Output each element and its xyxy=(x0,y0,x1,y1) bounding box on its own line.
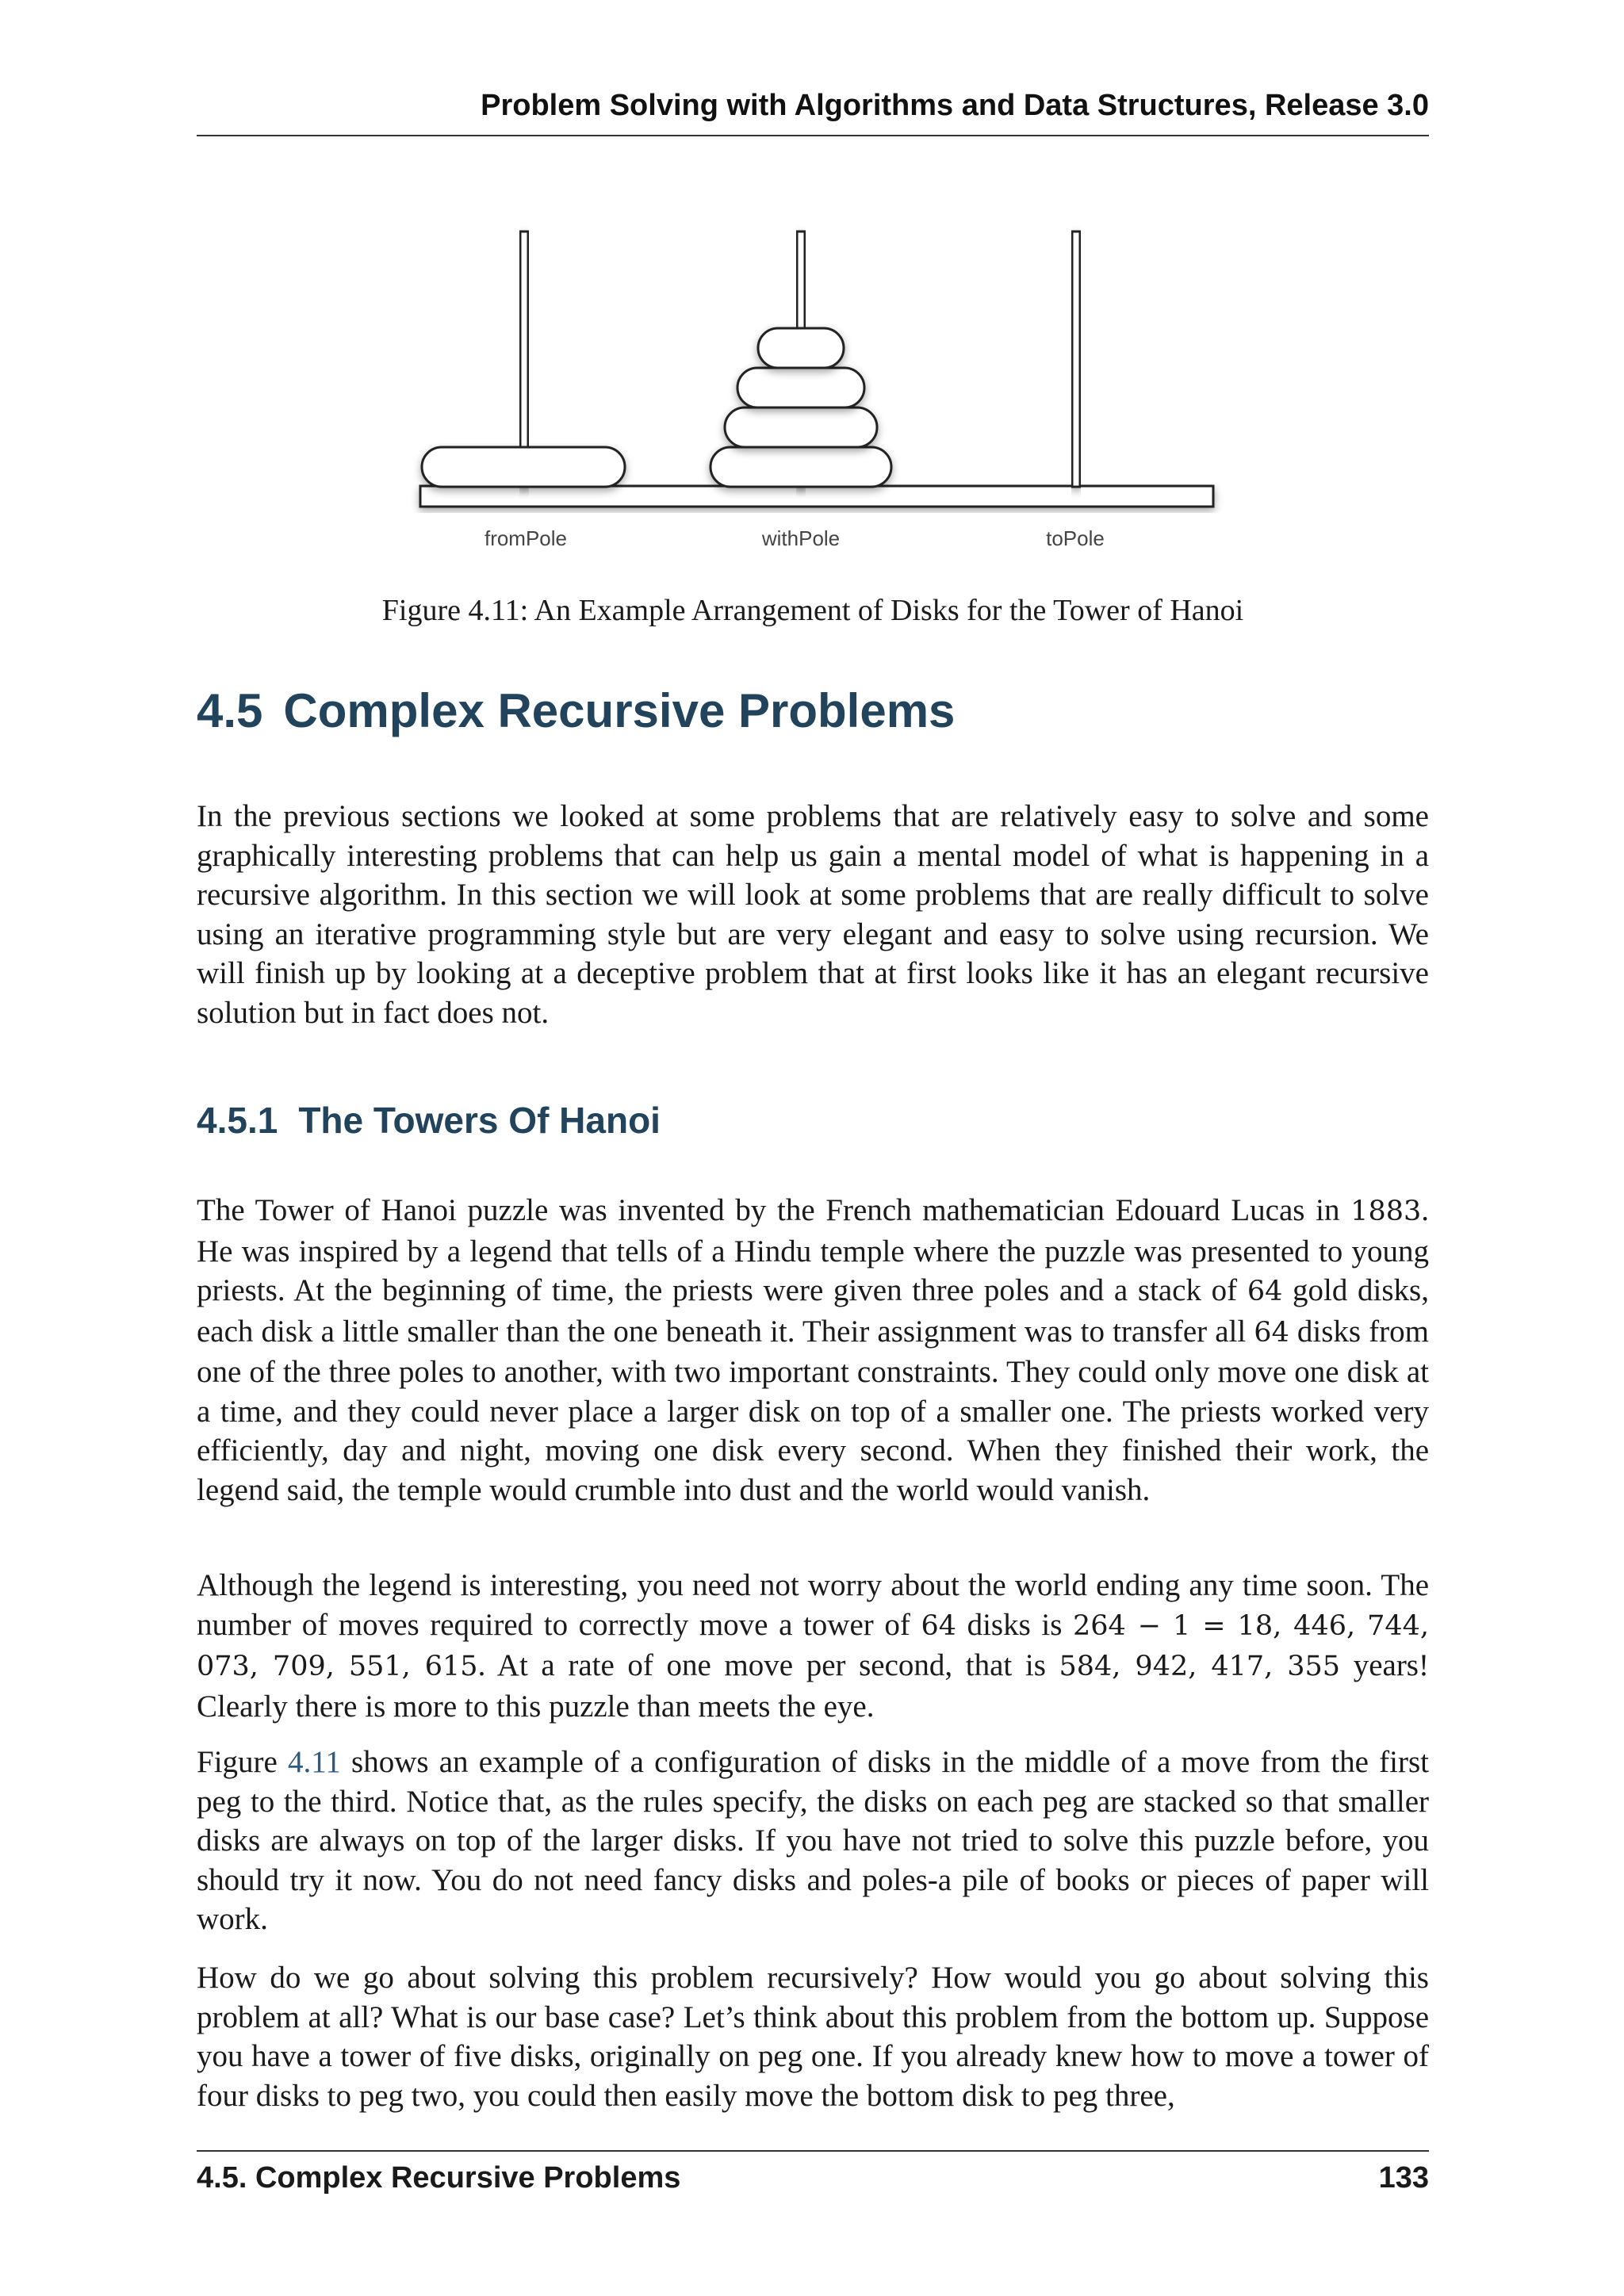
disk xyxy=(725,408,877,447)
section-number: 4.5 xyxy=(197,684,263,737)
disk xyxy=(710,447,891,487)
text-run: shows an example of a configuration of disks in the middle of a move from the first peg to the third. Notice that, as the rules specify, the disks on each peg are stacked so that smaller disks are always on top of the larger disks. If you have not tried to solve this puzzle before, you should try it now. You do not need fancy disks and poles-a pile of books or pieces of paper will work. xyxy=(197,1745,1429,1936)
figure-caption: Figure 4.11: An Example Arrangement of Disks for the Tower of Hanoi xyxy=(381,594,1244,627)
disk xyxy=(737,368,864,408)
text-run: years! Clearly there is more to this puzzle than meets the eye. xyxy=(197,1648,1429,1724)
figure-reference-paragraph xyxy=(197,1743,1429,1939)
subsection-number: 4.5.1 xyxy=(197,1100,278,1141)
text-run: gold disks, each disk a little smaller than the one beneath it. Their assignment was to transfer all xyxy=(197,1273,1429,1349)
book-title: Problem Solving with Algorithms and Data Structures, Release 3.0 xyxy=(481,89,1429,122)
math-years: 584, 942, 417, 355 xyxy=(1059,1651,1341,1682)
text-run: disks is xyxy=(956,1607,1073,1642)
tower-of-hanoi-figure xyxy=(404,214,1245,563)
running-footer xyxy=(197,2150,1429,2207)
text-run: The Tower of Hanoi puzzle was invented by the French mathematician Edouard Lucas in xyxy=(197,1193,1351,1227)
text-run: . At a rate of one move per second, that is xyxy=(477,1648,1059,1682)
moves-paragraph xyxy=(197,1566,1429,1726)
figure-link[interactable]: 4.11 xyxy=(288,1745,341,1779)
legend-paragraph xyxy=(197,1191,1429,1510)
math-disk-count: 64 xyxy=(921,1609,956,1642)
hanoi-diagram xyxy=(404,214,1245,563)
math-disk-count: 64 xyxy=(1247,1276,1283,1307)
text-run: disks from one of the three poles to another, with two important constraints. They could only move one disk at a time, and they could never place a larger disk on top of a smaller one. The priests worked very efficiently, day and night, moving one disk every second. When they finished their work, the legend said, the temple would crumble into dust and the world would vanish. xyxy=(197,1314,1429,1507)
pole-to xyxy=(1072,232,1080,487)
label-with-pole: withPole xyxy=(761,526,841,550)
subsection-heading xyxy=(197,1099,661,1142)
disk xyxy=(422,447,625,487)
hanoi-base xyxy=(420,486,1213,507)
page-number: 133 xyxy=(1378,2161,1429,2195)
math-disk-count: 64 xyxy=(1254,1316,1289,1349)
section-title: Complex Recursive Problems xyxy=(283,684,956,737)
recursion-paragraph: How do we go about solving this problem recursively? How would you go about solving this problem at all? What is our base case? Let’s think about this problem from the bottom up. Suppose you have a tower of five disks, originally on peg one. If you already knew how to move a tower of four disks to peg two, you could then easily move the bottom disk to peg three, xyxy=(197,1961,1429,2113)
math-move-count: 264 − 1 = 18, 446, 744, 073, 709, 551, 615 xyxy=(197,1609,1430,1682)
math-year: 1883 xyxy=(1350,1196,1422,1227)
text-run: . He was inspired by a legend that tells of a Hindu temple where the puzzle was presented to young priests. At the beginning of time, the priests were given three poles and a stack of xyxy=(197,1193,1429,1307)
label-from-pole: fromPole xyxy=(484,526,568,550)
section-heading xyxy=(197,683,955,738)
running-header xyxy=(197,86,1429,136)
subsection-title: The Towers Of Hanoi xyxy=(298,1100,661,1141)
footer-section: 4.5. Complex Recursive Problems xyxy=(197,2161,681,2195)
intro-paragraph: In the previous sections we looked at some problems that are relatively easy to solve and some graphically interesting problems that can help us gain a mental model of what is happening in a recursive algorithm. In this section we will look at some problems that are really difficult to solve using an iterative programming style but are very elegant and easy to solve using recursion. We will finish up by looking at a deceptive problem that at first looks like it has an elegant recursive solution but in fact does not. xyxy=(197,799,1429,1030)
text-run: Figure xyxy=(197,1745,289,1779)
label-to-pole: toPole xyxy=(1046,526,1105,550)
disk xyxy=(758,328,844,368)
text-run: Although the legend is interesting, you need not worry about the world ending any time soon. The number of moves required to correctly move a tower of xyxy=(197,1568,1429,1642)
